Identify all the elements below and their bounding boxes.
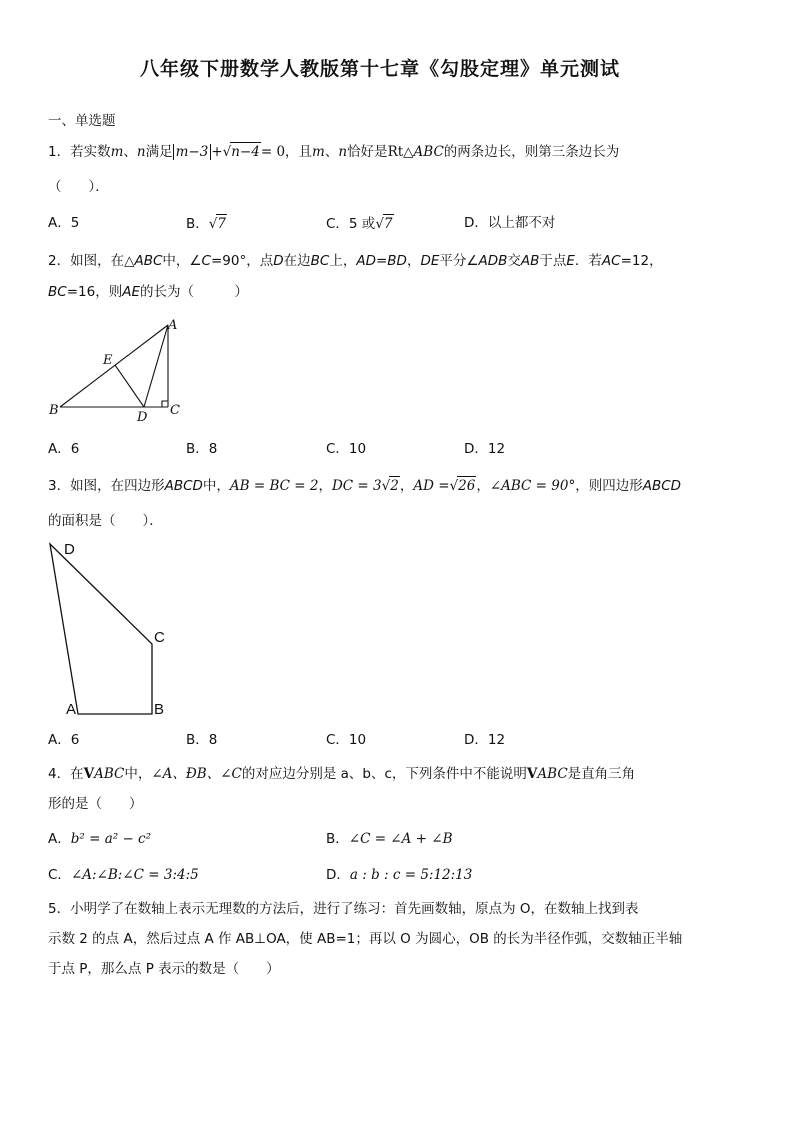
- q4-option-c[interactable]: C．∠A:∠B:∠C = 3:4:5: [48, 867, 199, 883]
- q1-option-d[interactable]: D．以上都不对: [464, 215, 556, 231]
- q1-option-a[interactable]: A．5: [48, 215, 80, 231]
- question-5-stem-line2: 示数 2 的点 A，然后过点 A 作 AB⊥OA，使 AB=1；再以 O 为圆心，OB 的长为半径作弧，交数轴正半轴: [48, 931, 683, 947]
- q1-option-b[interactable]: B．√7: [186, 216, 226, 232]
- q3-option-d[interactable]: D．12: [464, 732, 506, 748]
- label-c: C: [154, 629, 165, 646]
- question-5-stem-line3: 于点 P，那么点 P 表示的数是（ ）: [48, 961, 280, 977]
- q2-option-c[interactable]: C．10: [326, 441, 367, 457]
- label-a: A: [168, 318, 178, 333]
- label-c: C: [170, 403, 180, 418]
- label-d: D: [137, 410, 148, 425]
- question-4-stem-line2: 形的是（ ）: [48, 796, 143, 812]
- question-1-paren: （ ）．: [48, 179, 109, 195]
- quadrilateral-abcd: [50, 544, 152, 714]
- q3-option-b[interactable]: B．8: [186, 732, 218, 748]
- q1-option-c[interactable]: C．5 或√7: [326, 216, 393, 232]
- q2-option-d[interactable]: D．12: [464, 441, 506, 457]
- question-2-stem-line2: BC=16，则AE的长为（ ）: [48, 284, 248, 300]
- question-2-figure: [44, 312, 194, 427]
- q3-option-c[interactable]: C．10: [326, 732, 367, 748]
- question-3-figure: [44, 536, 184, 721]
- label-d: D: [64, 541, 75, 558]
- q2-option-a[interactable]: A．6: [48, 441, 80, 457]
- label-a: A: [66, 701, 77, 718]
- question-3-stem-line2: 的面积是（ ）．: [48, 513, 163, 529]
- page-title: 八年级下册数学人教版第十七章《勾股定理》单元测试: [140, 58, 621, 80]
- question-4-stem-line1: 4．在VABC中，∠A、ÐB、∠C的对应边分别是 a、b、c，下列条件中不能说明VABC是直角三角: [48, 766, 636, 782]
- q4-option-d[interactable]: D．a : b : c = 5:12:13: [326, 867, 473, 883]
- segment-ba: [60, 325, 168, 407]
- section-header: 一、单选题: [48, 113, 116, 129]
- segment-de: [115, 365, 144, 407]
- question-3-stem-line1: 3．如图，在四边形ABCD中，AB = BC = 2，DC = 3√2，AD =√26，∠ABC = 90°，则四边形ABCD: [48, 478, 682, 494]
- question-2-stem-line1: 2．如图，在△ABC中，∠C=90°，点D在边BC上，AD=BD，DE平分∠ADB交AB于点E．若AC=12，: [48, 253, 663, 269]
- q4-option-a[interactable]: A．b² = a² − c²: [48, 831, 152, 847]
- label-b: B: [49, 403, 59, 418]
- right-angle-mark: [162, 401, 168, 407]
- q4-option-b[interactable]: B．∠C = ∠A + ∠B: [326, 831, 453, 847]
- q3-option-a[interactable]: A．6: [48, 732, 80, 748]
- label-b: B: [154, 701, 165, 718]
- question-1-stem: 1．若实数m、n满足 m−3 +√n−4= 0，且m、n恰好是Rt△ABC的两条边长，则第三条边长为: [48, 144, 620, 160]
- label-e: E: [103, 353, 113, 368]
- segment-da: [144, 325, 168, 407]
- q2-option-b[interactable]: B．8: [186, 441, 218, 457]
- question-5-stem-line1: 5．小明学了在数轴上表示无理数的方法后，进行了练习：首先画数轴，原点为 O，在数轴上找到表: [48, 901, 639, 917]
